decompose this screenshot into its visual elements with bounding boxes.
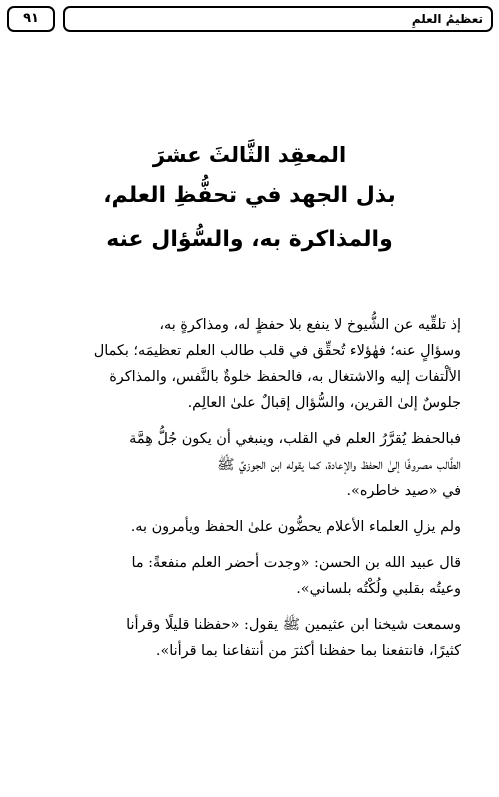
text-line: ولم يزلِ العلماء الأعلام يحضُّون علىٰ الحفظ ويأمرون به.	[130, 519, 461, 535]
paragraph	[15, 514, 481, 540]
paragraph	[15, 550, 481, 602]
text-line: وسؤالٍ عنه؛ فهٰؤلاء تُحقِّق في قلب طالب العلم تعظيمَه؛ بكمال	[93, 343, 461, 359]
text-line: فبالحفظ يُقرَّرُ العلم في القلب، وينبغي أن يكون جُلُّ هِمَّة	[129, 431, 461, 447]
text-line: إذ تلقِّيه عن الشُّيوخ لا ينفع بلا حفظٍ له، ومذاكرةٍ به،	[159, 317, 461, 333]
text-line: في «صيد خاطره».	[346, 483, 461, 499]
chapter-title-line-1: بذل الجهد في تحفُّظِ العلم،	[103, 183, 396, 208]
paragraph	[15, 312, 481, 416]
text-line: قال عبيد الله بن الحسن: «وجدت أحضر العلم منفعةً: ما	[131, 555, 461, 571]
paragraph	[15, 426, 481, 504]
text-line: الطَّالب مصروفًا إلىٰ الحفظ والإعادة، كما يقوله ابن الجوزيِّ ﷺ	[217, 457, 461, 473]
text-line: كثيرًا، فانتفعنا بما حفظنا أكثرَ من أنتفاعنا بما قرأنا».	[155, 643, 461, 659]
chapter-number: المعقِد الثَّالثَ عشرَ	[152, 143, 347, 167]
page-number: ٩١	[7, 6, 55, 32]
paragraph	[15, 612, 481, 664]
text-line: الألْتفات إليه والاشتغال به، فالحفظ خلوةٌ بالنَّفس، والمذاكرة	[109, 369, 461, 385]
text-line: جلوسٌ إلىٰ القرين، والسُّؤال إقبالٌ علىٰ العالِم.	[187, 395, 461, 411]
running-header	[7, 6, 493, 36]
chapter-heading	[20, 140, 479, 262]
text-line: وسمعت شيخنا ابن عثيمين ﷺ يقول: «حفظنا قليلًا وقرأنا	[126, 617, 461, 633]
body-text	[15, 312, 481, 674]
chapter-title-line-2: والمذاكرة به، والسُّؤال عنه	[106, 227, 393, 252]
running-title: تعظيمُ العلمِ	[63, 6, 493, 32]
text-line: وعيتُه بقلبي ولُكْتُه بلساني».	[296, 581, 461, 597]
